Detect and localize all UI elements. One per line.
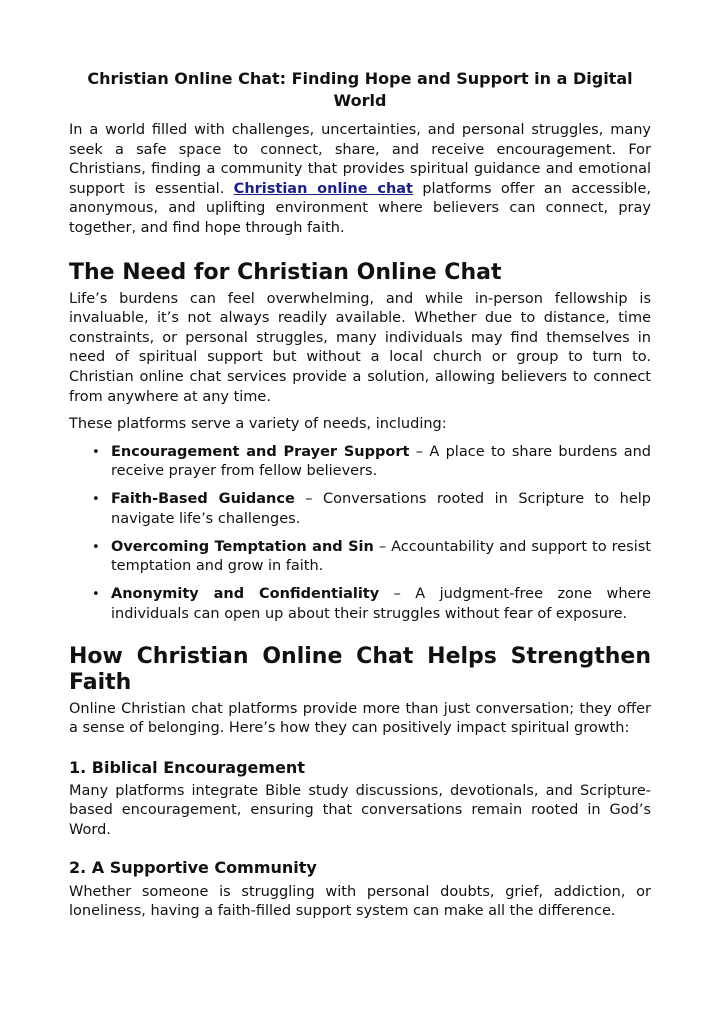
list-item-description: – Accountability and support to resist temptation and grow in faith. <box>111 538 651 575</box>
intro-text-after-link: platforms offer an accessible, anonymous, and uplifting environment where believers can connect, pray together, and find hope through faith. <box>69 180 651 236</box>
list-item-description: – Conversations rooted in Scripture to help navigate life’s challenges. <box>111 491 651 527</box>
bullet-icon: • <box>92 587 100 603</box>
list-item <box>92 490 651 529</box>
christian-online-chat-link[interactable]: Christian online chat <box>233 180 413 197</box>
list-item <box>92 538 651 577</box>
need-paragraph: Life’s burdens can feel overwhelming, and while in-person fellowship is invaluable, it’s not always readily available. Whether due to distance, time constraints, or personal struggles, many individuals may find themselves in need of spiritual support but without a local church or group to turn to. Christian online chat services provide a solution, allowing believers to connect from anywhere at any time. <box>69 290 651 405</box>
needs-list <box>69 443 651 625</box>
list-item-term: Anonymity and Confidentiality <box>111 586 380 603</box>
list-item-term: Faith-Based Guidance <box>111 491 295 508</box>
list-item-term: Overcoming Temptation and Sin <box>111 538 374 555</box>
list-item <box>92 585 651 624</box>
biblical-encouragement-paragraph: Many platforms integrate Bible study discussions, devotionals, and Scripture-based encouragement, ensuring that conversations remain rooted in God’s Word. <box>69 782 651 839</box>
list-item-term: Encouragement and Prayer Support <box>111 443 410 460</box>
page-title: Christian Online Chat: Finding Hope and Support in a Digital World <box>87 69 633 110</box>
bullet-icon: • <box>92 444 100 460</box>
list-item <box>92 443 651 482</box>
bullet-icon: • <box>92 539 100 555</box>
supportive-community-paragraph: Whether someone is struggling with personal doubts, grief, addiction, or loneliness, having a faith-filled support system can make all the difference. <box>69 883 651 920</box>
bullet-icon: • <box>92 492 100 508</box>
intro-text-before-link: In a world filled with challenges, uncertainties, and personal struggles, many seek a safe space to connect, share, and receive encouragement. For Christians, finding a community that provides spiritual guidance and emotional support is essential. <box>69 122 651 197</box>
subsection-heading-supportive-community: 2. A Supportive Community <box>69 857 317 877</box>
needs-list-intro: These platforms serve a variety of needs, including: <box>69 416 447 433</box>
list-item-description: – A place to share burdens and receive prayer from fellow believers. <box>111 443 651 480</box>
section-heading-need: The Need for Christian Online Chat <box>69 259 502 285</box>
section-heading-how: How Christian Online Chat Helps Strengthen Faith <box>69 643 651 695</box>
list-item-description: – A judgment-free zone where individuals can open up about their struggles without fear of exposure. <box>111 586 651 623</box>
subsection-heading-biblical-encouragement: 1. Biblical Encouragement <box>69 757 305 777</box>
intro-paragraph <box>69 121 651 239</box>
how-paragraph: Online Christian chat platforms provide more than just conversation; they offer a sense of belonging. Here’s how they can positively impact spiritual growth: <box>69 700 651 737</box>
